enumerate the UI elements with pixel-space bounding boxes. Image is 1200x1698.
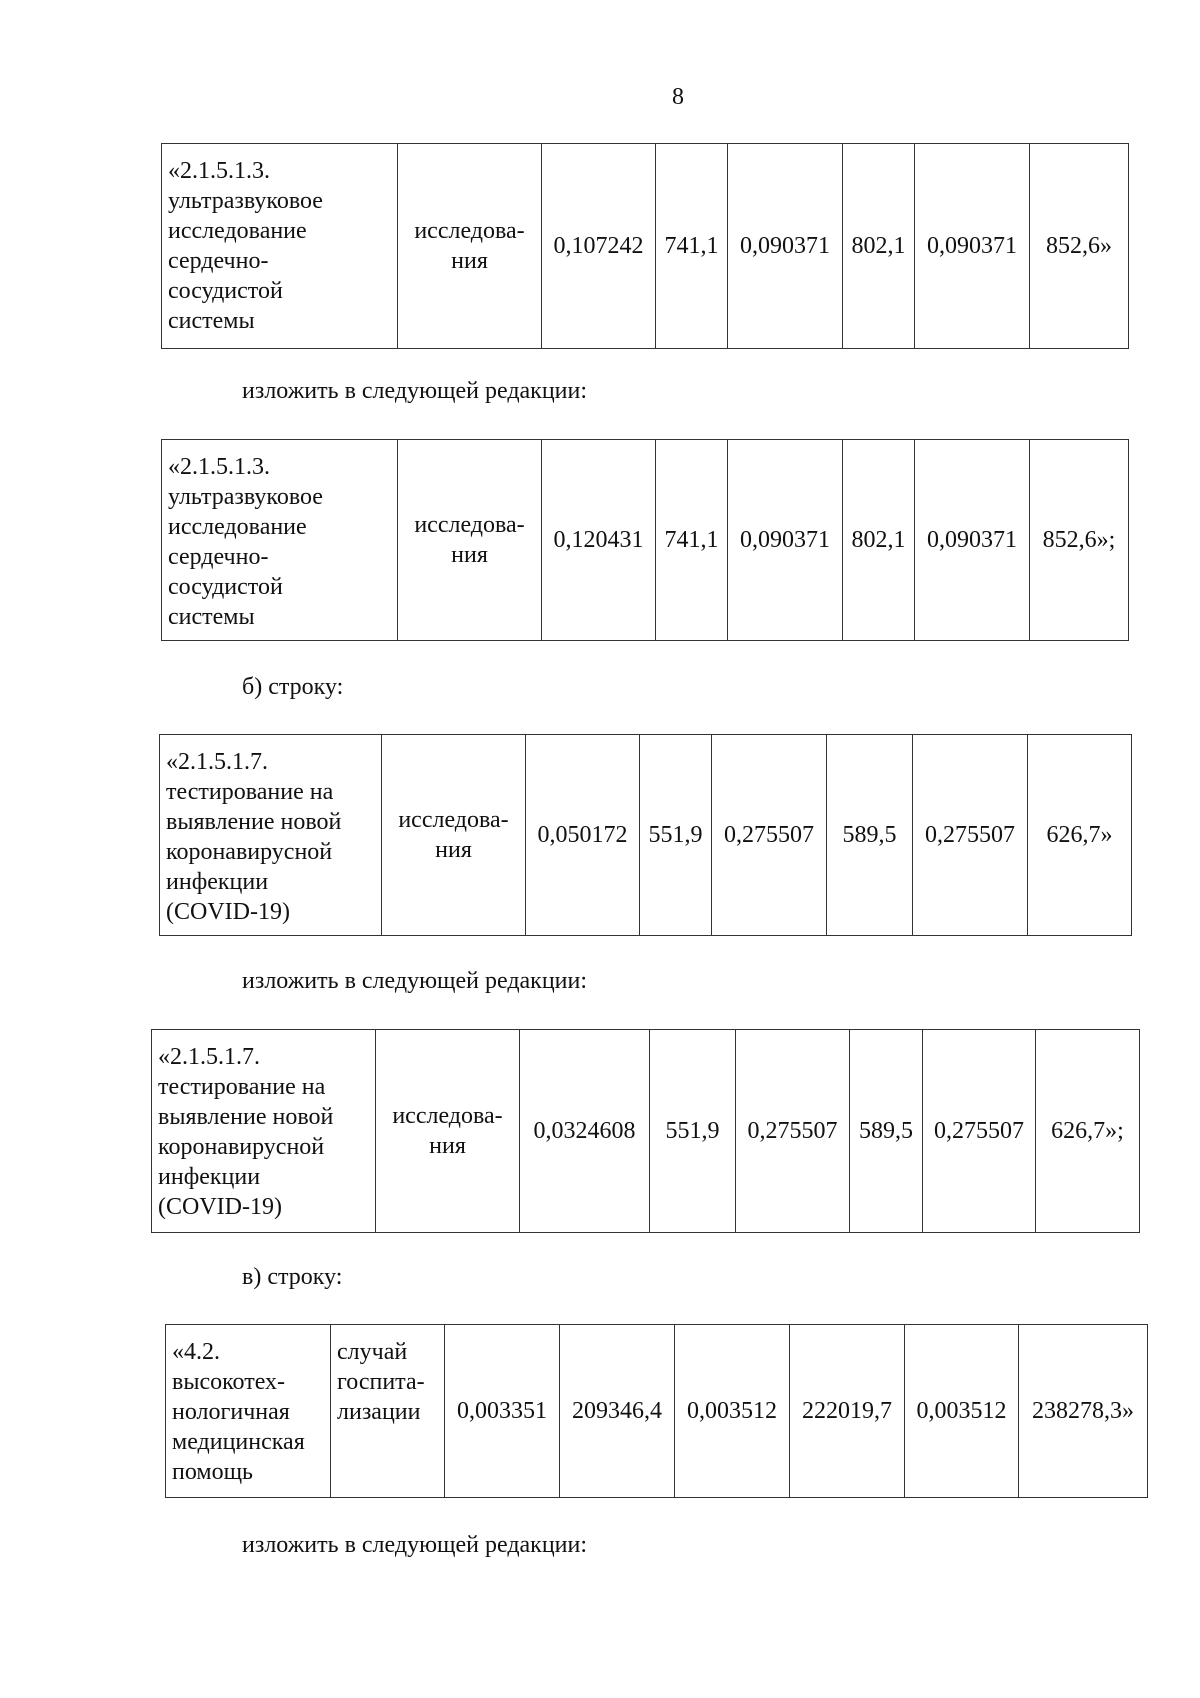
instruction-text: изложить в следующей редакции:: [242, 968, 588, 994]
value-cell: 238278,3»: [1019, 1325, 1148, 1498]
value-cell: 802,1: [843, 440, 915, 641]
value-cell: 802,1: [843, 144, 915, 349]
value-cell: 0,275507: [913, 735, 1028, 936]
service-name-cell: «2.1.5.1.7. тестирование на выявление новой коронавирусной инфекции (COVID-19): [152, 1030, 376, 1233]
unit-cell: исследова- ния: [398, 440, 542, 641]
unit-cell: исследова- ния: [398, 144, 542, 349]
table-row-2-1-5-1-7-new: [151, 1029, 1140, 1233]
value-cell: 741,1: [656, 144, 728, 349]
instruction-text: изложить в следующей редакции:: [242, 1532, 588, 1558]
instruction-text: б) строку:: [242, 674, 344, 700]
unit-cell: исследова- ния: [376, 1030, 520, 1233]
value-cell: 0,0324608: [520, 1030, 650, 1233]
value-cell: 741,1: [656, 440, 728, 641]
table-row-2-1-5-1-7-old: [159, 734, 1132, 936]
table-row-4-2-old: [165, 1324, 1148, 1498]
table-row-2-1-5-1-3-new: [161, 439, 1129, 641]
value-cell: 222019,7: [790, 1325, 905, 1498]
value-cell: 626,7»;: [1036, 1030, 1140, 1233]
service-name-cell: «2.1.5.1.3. ультразвуковое исследование сердечно- сосудистой системы: [162, 440, 398, 641]
value-cell: 0,003512: [675, 1325, 790, 1498]
service-name-cell: «2.1.5.1.3. ультразвуковое исследование сердечно- сосудистой системы: [162, 144, 398, 349]
instruction-text: в) строку:: [242, 1264, 343, 1290]
value-cell: 852,6»;: [1030, 440, 1129, 641]
value-cell: 852,6»: [1030, 144, 1129, 349]
value-cell: 0,003351: [445, 1325, 560, 1498]
service-name-cell: «4.2. высокотех- нологичная медицинская помощь: [166, 1325, 331, 1498]
table-row-2-1-5-1-3-old: [161, 143, 1129, 349]
value-cell: 0,003512: [905, 1325, 1019, 1498]
value-cell: 551,9: [650, 1030, 736, 1233]
value-cell: 589,5: [827, 735, 913, 936]
value-cell: 626,7»: [1028, 735, 1132, 936]
value-cell: 589,5: [850, 1030, 923, 1233]
value-cell: 0,090371: [728, 440, 843, 641]
value-cell: 0,090371: [915, 440, 1030, 641]
value-cell: 0,275507: [923, 1030, 1036, 1233]
unit-cell: случай госпита- лизации: [331, 1325, 445, 1498]
value-cell: 0,050172: [526, 735, 640, 936]
page-number: 8: [672, 84, 684, 110]
value-cell: 0,090371: [915, 144, 1030, 349]
value-cell: 209346,4: [560, 1325, 675, 1498]
value-cell: 0,120431: [542, 440, 656, 641]
value-cell: 551,9: [640, 735, 712, 936]
value-cell: 0,090371: [728, 144, 843, 349]
instruction-text: изложить в следующей редакции:: [242, 378, 588, 404]
value-cell: 0,107242: [542, 144, 656, 349]
unit-cell: исследова- ния: [382, 735, 526, 936]
service-name-cell: «2.1.5.1.7. тестирование на выявление новой коронавирусной инфекции (COVID-19): [160, 735, 382, 936]
value-cell: 0,275507: [736, 1030, 850, 1233]
value-cell: 0,275507: [712, 735, 827, 936]
